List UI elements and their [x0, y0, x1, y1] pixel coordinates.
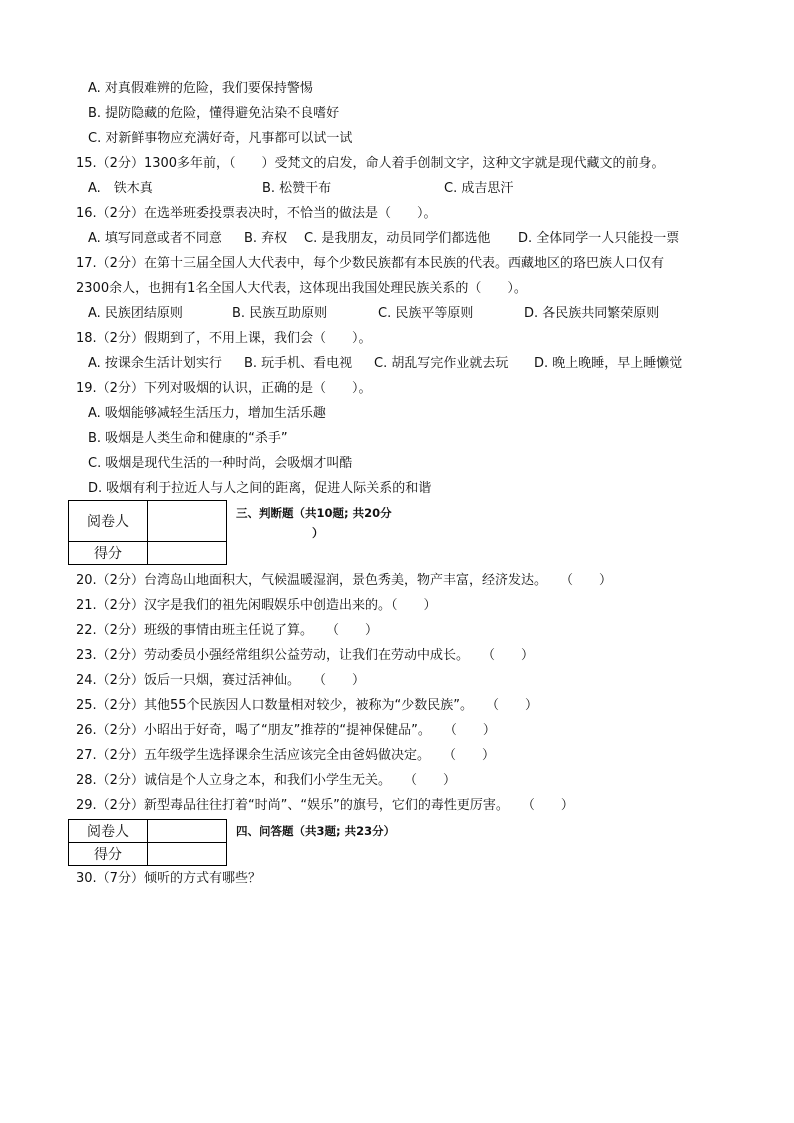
q16-option-a: A. 填写同意或者不同意 [88, 231, 222, 246]
question-26: 26.（2分）小昭出于好奇，喝了“朋友”推荐的“提神保健品”。 （ ） [76, 723, 496, 738]
question-17-stem-line1: 17.（2分）在第十三届全国人大代表中，每个少数民族都有本民族的代表。西藏地区的珞巴族人口仅有 [76, 256, 664, 271]
score-cell [148, 542, 227, 565]
question-28: 28.（2分）诚信是个人立身之本，和我们小学生无关。 （ ） [76, 773, 456, 788]
section-3-title-close: ） [312, 526, 324, 540]
score-label: 得分 [69, 843, 148, 866]
q16-option-c: C. 是我朋友，动员同学们都选他 [304, 231, 491, 246]
q15-option-a: A. 铁木真 [88, 181, 153, 196]
q15-option-b: B. 松赞干布 [262, 181, 332, 196]
section-4-title: 四、问答题（共3题; 共23分） [236, 824, 396, 838]
reviewer-cell [148, 501, 227, 542]
q17-option-b: B. 民族互助原则 [232, 306, 328, 321]
question-23: 23.（2分）劳动委员小强经常组织公益劳动，让我们在劳动中成长。 （ ） [76, 648, 534, 663]
reviewer-label: 阅卷人 [69, 501, 148, 542]
score-box-section-4 [68, 819, 227, 866]
reviewer-cell [148, 820, 227, 843]
option-b: B. 提防隐藏的危险，懂得避免沾染不良嗜好 [88, 106, 340, 121]
q16-option-b: B. 弃权 [244, 231, 288, 246]
option-c: C. 对新鲜事物应充满好奇，凡事都可以试一试 [88, 131, 353, 146]
q19-option-d: D. 吸烟有利于拉近人与人之间的距离，促进人际关系的和谐 [88, 481, 432, 496]
question-30-stem: 30.（7分）倾听的方式有哪些？ [76, 871, 261, 886]
question-24: 24.（2分）饭后一只烟，赛过活神仙。 （ ） [76, 673, 365, 688]
option-a: A. 对真假难辨的危险，我们要保持警惕 [88, 81, 313, 96]
question-18-stem: 18.（2分）假期到了，不用上课，我们会（ ）。 [76, 331, 372, 346]
score-box-section-3 [68, 500, 227, 565]
question-21: 21.（2分）汉字是我们的祖先闲暇娱乐中创造出来的。（ ） [76, 598, 437, 613]
question-16-stem: 16.（2分）在选举班委投票表决时，不恰当的做法是（ ）。 [76, 206, 437, 221]
q18-option-c: C. 胡乱写完作业就去玩 [374, 356, 509, 371]
score-cell [148, 843, 227, 866]
q19-option-c: C. 吸烟是现代生活的一种时尚，会吸烟才叫酷 [88, 456, 353, 471]
question-15-stem: 15.（2分）1300多年前，（ ）受梵文的启发，命人着手创制文字，这种文字就是现代藏文的前身。 [76, 156, 665, 171]
q18-option-b: B. 玩手机、看电视 [244, 356, 353, 371]
question-25: 25.（2分）其他55个民族因人口数量相对较少，被称为“少数民族”。 （ ） [76, 698, 538, 713]
question-20: 20.（2分）台湾岛山地面积大，气候温暖湿润，景色秀美，物产丰富，经济发达。 （ ） [76, 573, 612, 588]
q18-option-d: D. 晚上晚睡，早上睡懒觉 [534, 356, 683, 371]
q17-option-a: A. 民族团结原则 [88, 306, 183, 321]
q18-option-a: A. 按课余生活计划实行 [88, 356, 222, 371]
question-19-stem: 19.（2分）下列对吸烟的认识，正确的是（ ）。 [76, 381, 372, 396]
question-17-stem-line2: 2300余人，也拥有1名全国人大代表，这体现出我国处理民族关系的（ ）。 [76, 281, 527, 296]
q15-option-c: C. 成吉思汗 [444, 181, 514, 196]
question-27: 27.（2分）五年级学生选择课余生活应该完全由爸妈做决定。 （ ） [76, 748, 495, 763]
question-22: 22.（2分）班级的事情由班主任说了算。 （ ） [76, 623, 378, 638]
q17-option-d: D. 各民族共同繁荣原则 [524, 306, 660, 321]
q19-option-a: A. 吸烟能够减轻生活压力，增加生活乐趣 [88, 406, 326, 421]
q19-option-b: B. 吸烟是人类生命和健康的“杀手” [88, 431, 288, 446]
section-3-title: 三、判断题（共10题; 共20分 [236, 506, 392, 520]
q17-option-c: C. 民族平等原则 [378, 306, 474, 321]
reviewer-label: 阅卷人 [69, 820, 148, 843]
question-29: 29.（2分）新型毒品往往打着“时尚”、“娱乐”的旗号，它们的毒性更厉害。 （ ） [76, 798, 574, 813]
score-label: 得分 [69, 542, 148, 565]
q16-option-d: D. 全体同学一人只能投一票 [518, 231, 680, 246]
